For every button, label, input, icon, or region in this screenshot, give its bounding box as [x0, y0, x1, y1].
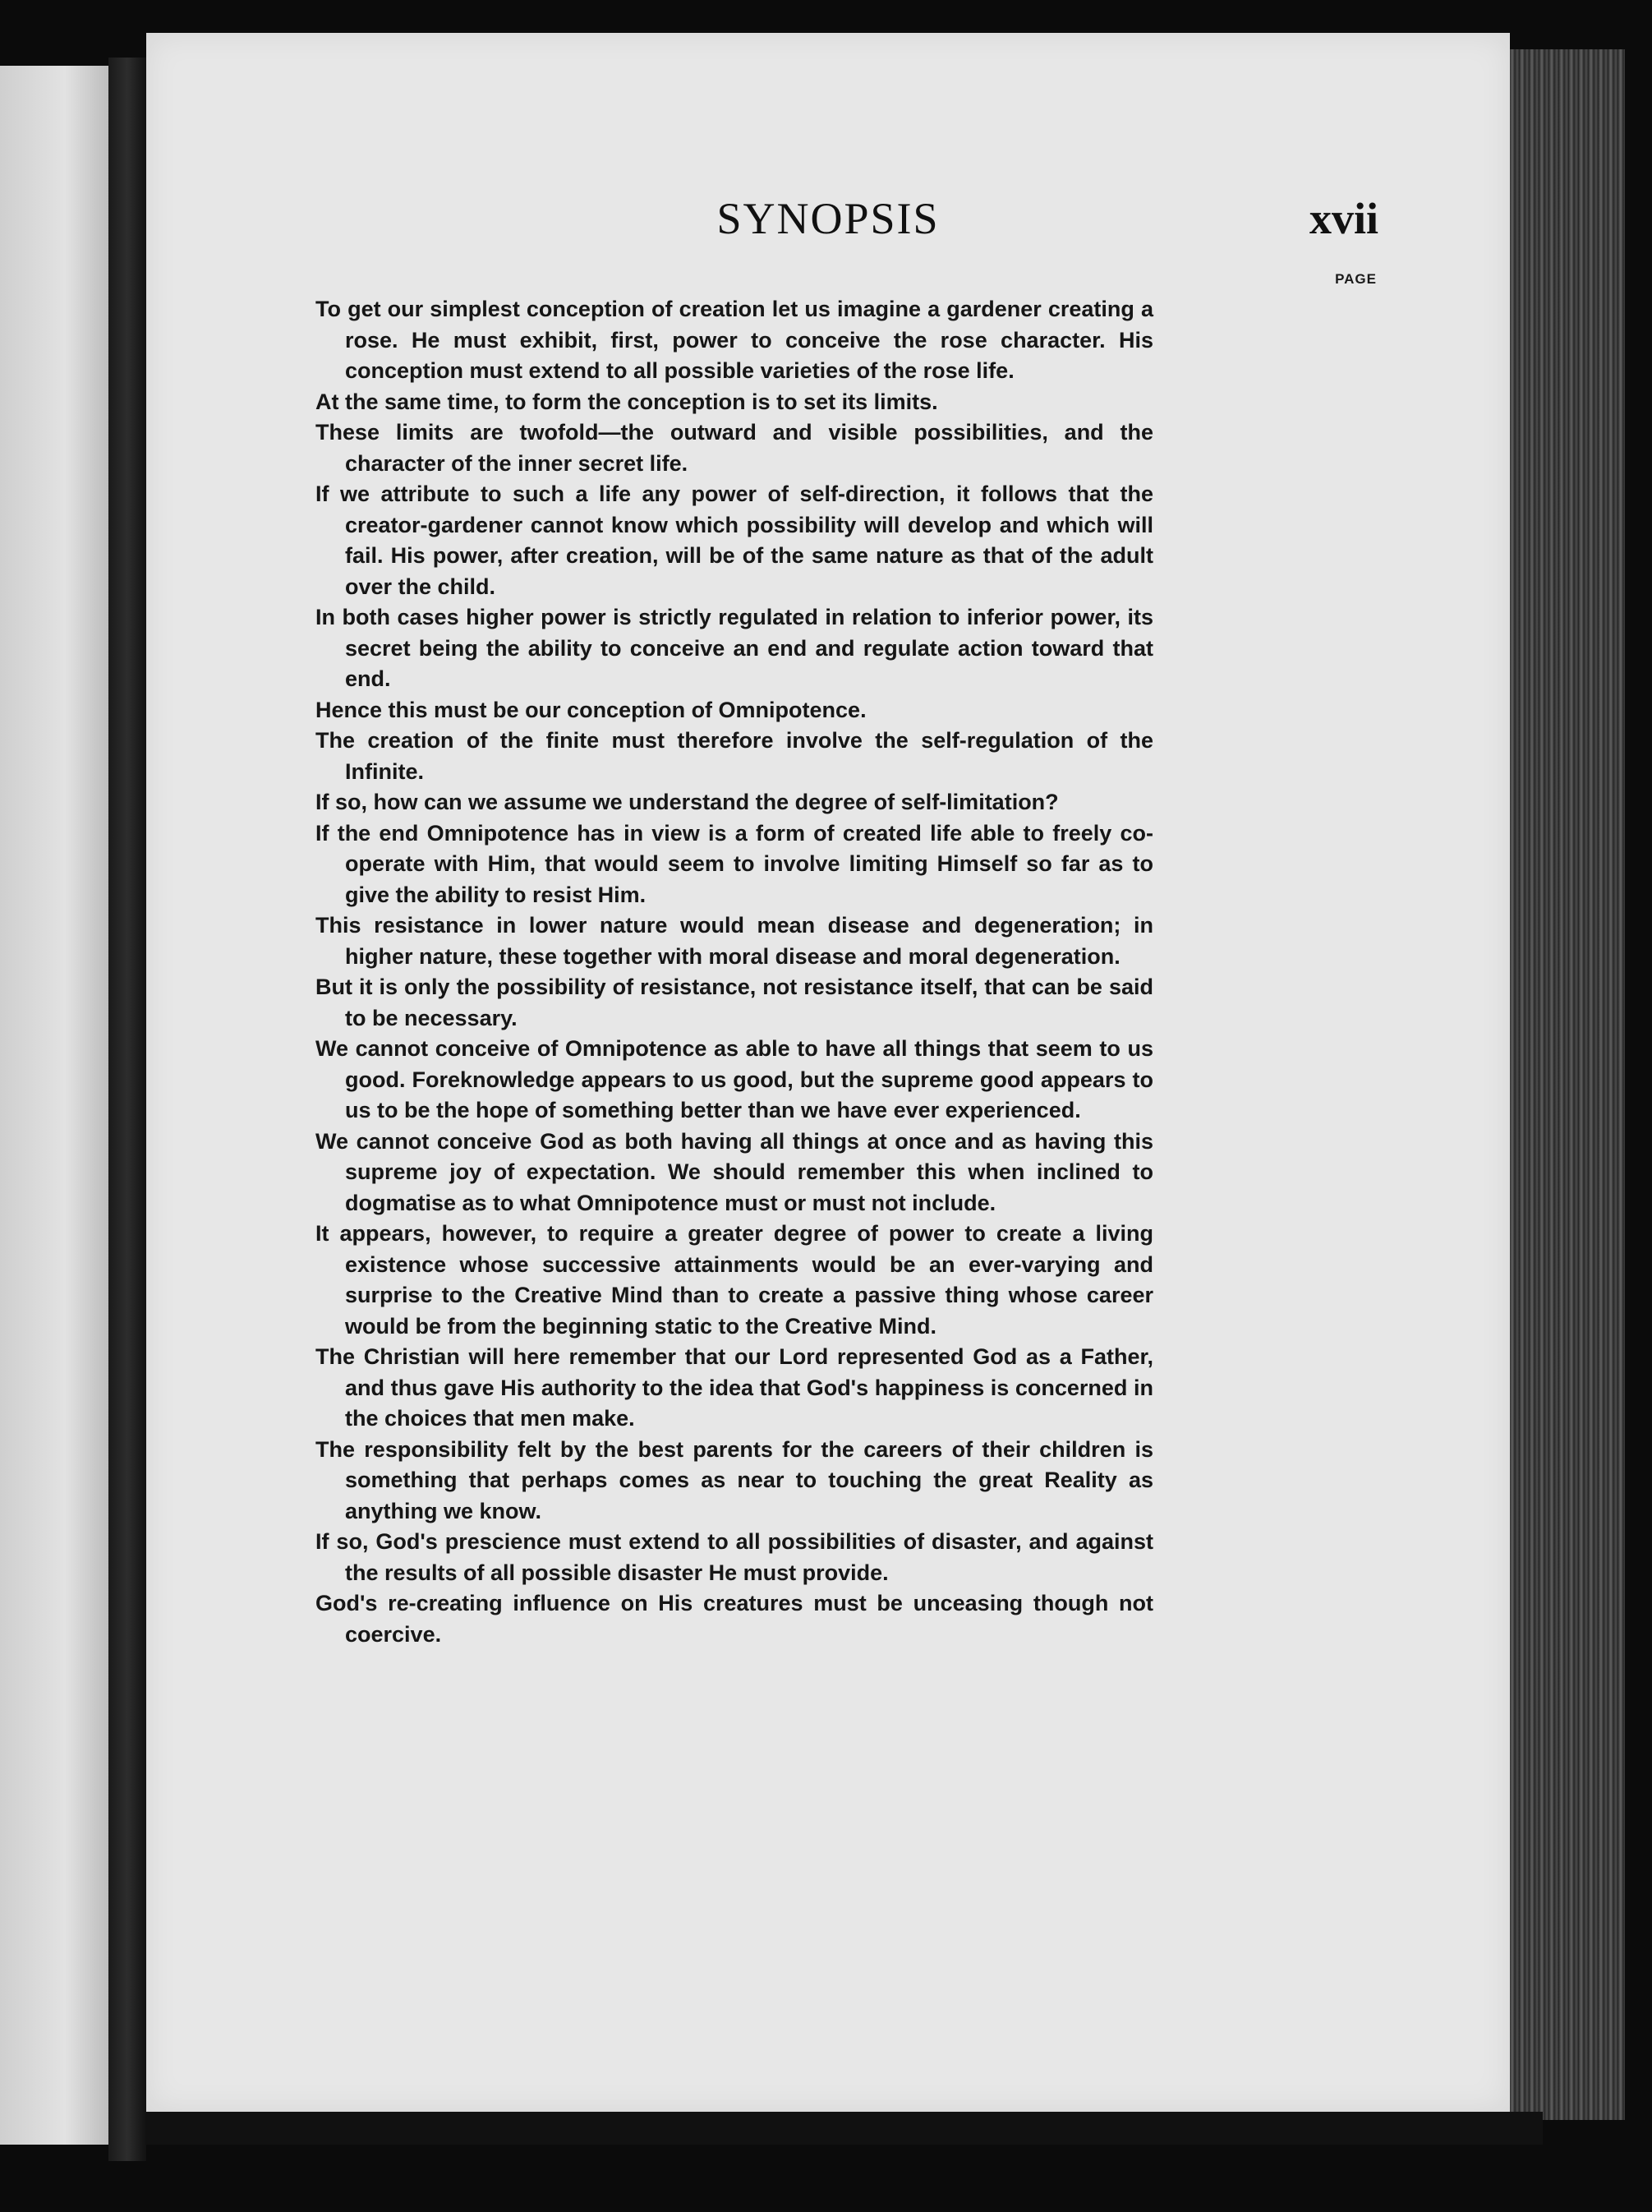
synopsis-entry: But it is only the possibility of resistance, not resistance itself, that can be said to be necessary. [315, 975, 1153, 1030]
bottom-shadow [146, 2112, 1543, 2145]
book-page [146, 33, 1510, 2112]
synopsis-entry: This resistance in lower nature would mean disease and degeneration; in higher nature, these together with moral disease and moral degeneration. [315, 913, 1153, 969]
synopsis-entry: The Christian will here remember that our Lord represented God as a Father, and thus gave His authority to the idea that God's happiness is concerned in the choices that men make. [315, 1344, 1153, 1431]
book-gutter [108, 58, 146, 2161]
synopsis-entry: If so, how can we assume we understand the degree of self-limitation? [315, 790, 1059, 814]
synopsis-entry: In both cases higher power is strictly regulated in relation to inferior power, its secret being the ability to conceive an end and regulate action toward that end. [315, 605, 1153, 691]
synopsis-entry: If we attribute to such a life any power of self-direction, it follows that the creator-gardener cannot know which possibility will develop and which will fail. His power, after creation, will be of the same nature as that of the adult over the child. [315, 482, 1153, 599]
page-block-edges [1510, 49, 1625, 2120]
synopsis-entry: God's re-creating influence on His creatures must be unceasing though not coercive. [315, 1591, 1153, 1647]
page-number: xvii [1309, 194, 1378, 243]
synopsis-entry: These limits are twofold—the outward and visible possibilities, and the character of the inner secret life. [315, 420, 1153, 476]
synopsis-entry: At the same time, to form the conception is to set its limits. [315, 389, 938, 414]
running-title: SYNOPSIS [716, 194, 940, 243]
synopsis-entry: If the end Omnipotence has in view is a form of created life able to freely co-operate with Him, that would seem to involve limiting Himself so far as to give the ability to resist Him. [315, 820, 1153, 907]
synopsis-entry: To get our simplest conception of creation let us imagine a gardener creating a rose. He must exhibit, first, power to conceive the rose character. His conception must extend to all possible varieties of the rose life. [315, 297, 1153, 383]
synopsis-entry: The creation of the finite must therefore involve the self-regulation of the Infinite. [315, 728, 1153, 784]
page-column-label: PAGE [1335, 271, 1377, 287]
synopsis-entry: We cannot conceive God as both having all things at once and as having this supreme joy of expectation. We should remember this when inclined to dogmatise as to what Omnipotence must or must not include. [315, 1128, 1153, 1215]
facing-page-edge [0, 66, 108, 2145]
synopsis-list [315, 294, 1153, 1650]
page-header [146, 193, 1510, 251]
synopsis-entry: We cannot conceive of Omnipotence as able to have all things that seem to us good. Foreknowledge appears to us good, but the supreme good appears to us to be the hope of something better than we have ever experienced. [315, 1036, 1153, 1122]
synopsis-entry: Hence this must be our conception of Omnipotence. [315, 697, 867, 722]
synopsis-entry: The responsibility felt by the best parents for the careers of their children is something that perhaps comes as near to touching the great Reality as anything we know. [315, 1436, 1153, 1523]
synopsis-entry: If so, God's prescience must extend to all possibilities of disaster, and against the results of all possible disaster He must provide. [315, 1529, 1153, 1585]
synopsis-entry: It appears, however, to require a greater degree of power to create a living existence whose successive attainments would be an ever-varying and surprise to the Creative Mind than to create a passive thing whose career would be from the beginning static to the Creative Mind. [315, 1221, 1153, 1339]
